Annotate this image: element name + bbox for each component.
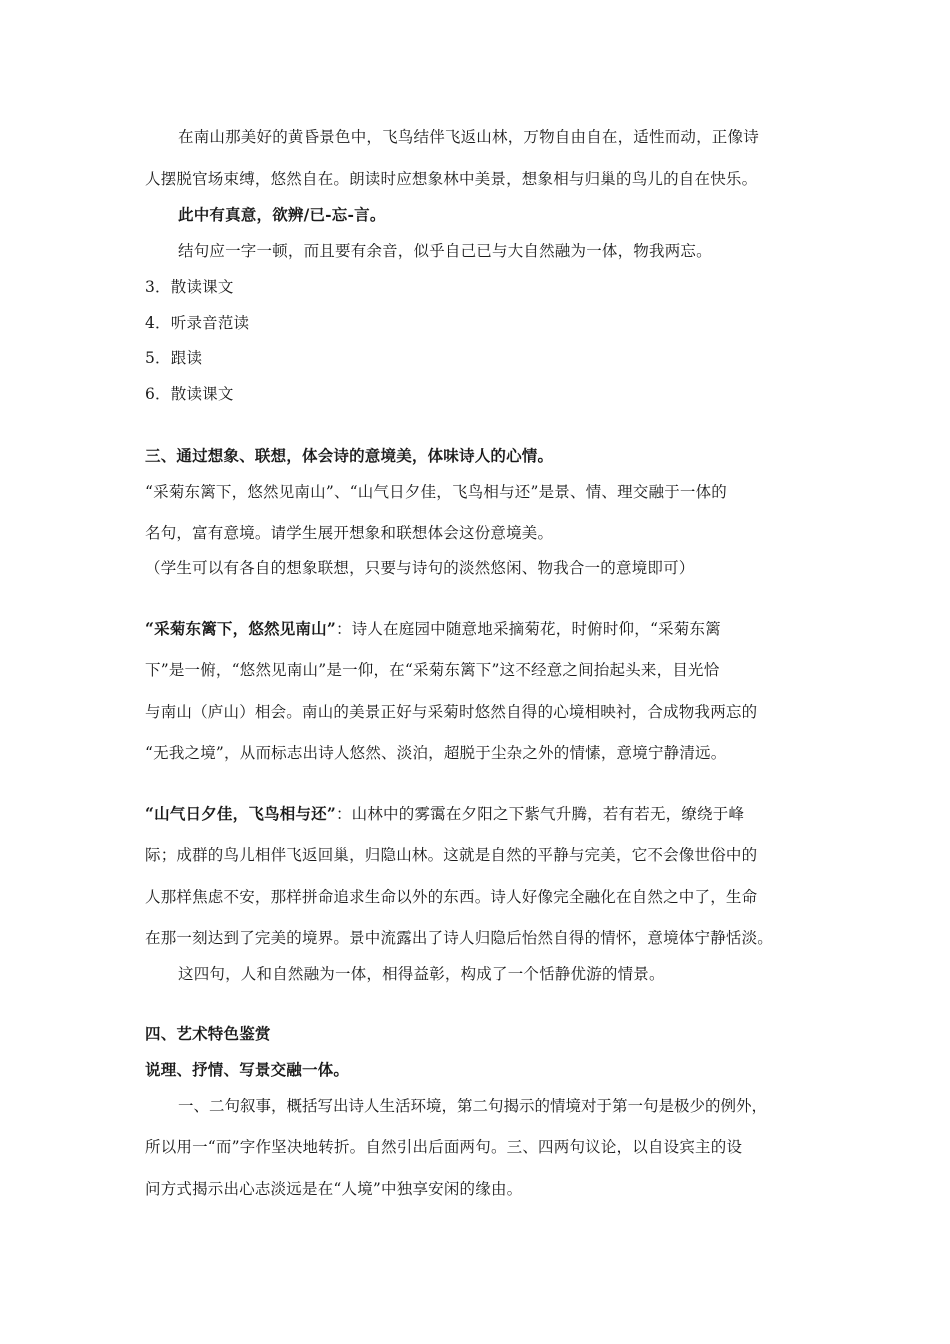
verse-commentary: ：山林中的雾霭在夕阳之下紫气升腾，若有若无，缭绕于峰: [335, 805, 745, 823]
section-heading: 三、通过想象、联想，体会诗的意境美，体味诗人的心情。: [145, 446, 554, 465]
paragraph-line: 在那一刻达到了完美的境界。景中流露出了诗人归隐后怡然自得的情怀，意境体宁静恬淡。: [145, 929, 774, 947]
paragraph-line: [145, 804, 815, 824]
paragraph-line: 与南山（庐山）相会。南山的美景正好与采菊时悠然自得的心境相映衬，合成物我两忘的: [145, 703, 758, 721]
section-heading: 四、艺术特色鉴赏: [145, 1024, 271, 1043]
step-item: 3．散读课文: [145, 278, 234, 296]
paragraph-line: 问方式揭示出心志淡远是在“人境”中独享安闲的缘由。: [145, 1180, 523, 1198]
step-item: 5．跟读: [145, 349, 203, 367]
paragraph-line: 人摆脱官场束缚，悠然自在。朗读时应想象林中美景，想象相与归巢的鸟儿的自在快乐。: [145, 170, 758, 188]
paragraph-line: 所以用一“而”字作坚决地转折。自然引出后面两句。三、四两句议论，以自设宾主的设: [145, 1138, 743, 1156]
paragraph-line: “采菊东篱下，悠然见南山”、“山气日夕佳，飞鸟相与还”是景、情、理交融于一体的: [145, 483, 727, 501]
paragraph-line: 人那样焦虑不安，那样拼命追求生命以外的东西。诗人好像完全融化在自然之中了，生命: [145, 888, 758, 906]
paragraph-line: “无我之境”，从而标志出诗人悠然、淡泊，超脱于尘杂之外的情愫，意境宁静清远。: [145, 744, 727, 762]
note-line: （学生可以有各自的想象联想，只要与诗句的淡然悠闲、物我合一的意境即可）: [145, 559, 695, 577]
step-item: 4．听录音范读: [145, 314, 250, 332]
paragraph-line: 在南山那美好的黄昏景色中，飞鸟结伴飞返山林，万物自由自在，适性而动，正像诗: [178, 128, 759, 146]
verse-lead: “山气日夕佳，飞鸟相与还”: [145, 804, 336, 823]
paragraph-line: 一、二句叙事，概括写出诗人生活环境，第二句揭示的情境对于第一句是极少的例外，: [178, 1097, 768, 1115]
step-item: 6．散读课文: [145, 385, 234, 403]
verse-lead: “采菊东篱下，悠然见南山”: [145, 619, 336, 638]
verse-commentary: ：诗人在庭园中随意地采摘菊花，时俯时仰，“采菊东篱: [335, 620, 721, 638]
paragraph-line: 这四句，人和自然融为一体，相得益彰，构成了一个恬静优游的情景。: [178, 965, 665, 983]
paragraph-line: [145, 619, 815, 639]
bold-verse-line: 此中有真意，欲辨/已-忘-言。: [178, 205, 386, 224]
paragraph-line: 名句，富有意境。请学生展开想象和联想体会这份意境美。: [145, 524, 554, 542]
paragraph-line: 下”是一俯，“悠然见南山”是一仰，在“采菊东篱下”这不经意之间抬起头来，目光恰: [145, 661, 720, 679]
sub-heading: 说理、抒情、写景交融一体。: [145, 1060, 350, 1079]
paragraph-line: 际；成群的鸟儿相伴飞返回巢，归隐山林。这就是自然的平静与完美，它不会像世俗中的: [145, 846, 758, 864]
paragraph-line: 结句应一字一顿，而且要有余音，似乎自己已与大自然融为一体，物我两忘。: [178, 242, 712, 260]
